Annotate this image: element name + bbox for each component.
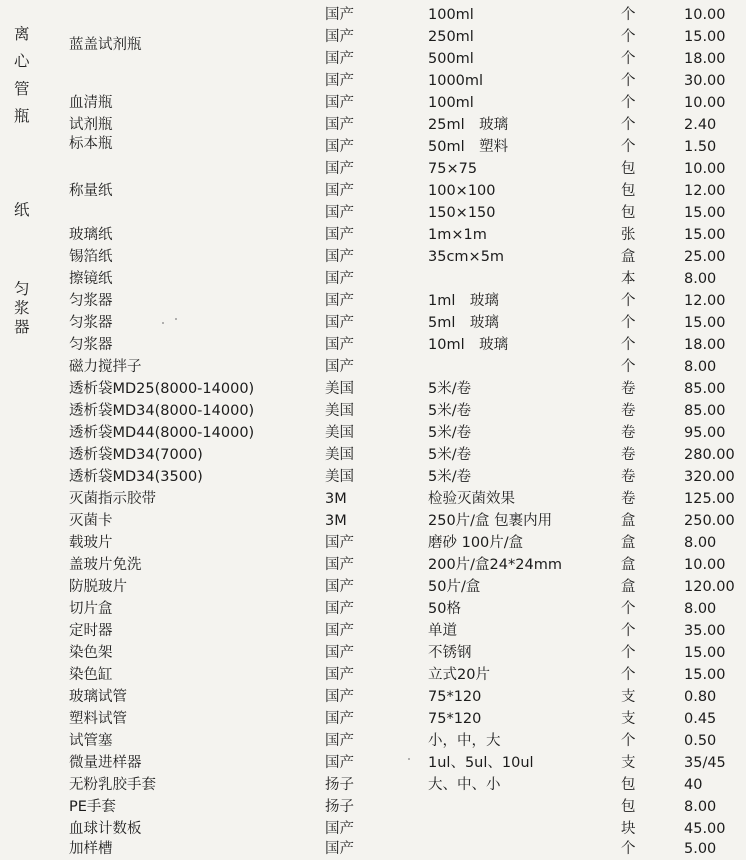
- item-price: 5.00: [684, 841, 717, 857]
- item-name: 血球计数板: [69, 821, 142, 837]
- item-spec: 5米/卷: [428, 469, 472, 485]
- item-origin: 国产: [325, 95, 354, 111]
- item-origin: 国产: [325, 821, 354, 837]
- item-unit: 支: [621, 711, 636, 727]
- item-name: 染色缸: [69, 667, 113, 683]
- table-row: [0, 488, 746, 510]
- item-price: 12.00: [684, 293, 726, 309]
- table-row: [0, 554, 746, 576]
- item-name: 塑料试管: [69, 711, 127, 727]
- item-origin: 国产: [325, 601, 354, 617]
- item-spec: 单道: [428, 623, 457, 639]
- item-spec: 100ml: [428, 95, 474, 111]
- scan-speck: [408, 758, 410, 760]
- item-spec: 50片/盒: [428, 579, 481, 595]
- table-row: [0, 774, 746, 796]
- item-price: 15.00: [684, 645, 726, 661]
- item-unit: 包: [621, 777, 636, 793]
- item-spec: 75*120: [428, 689, 482, 705]
- item-spec: 25ml 玻璃: [428, 117, 509, 133]
- item-origin: 美国: [325, 403, 354, 419]
- table-row: [0, 268, 746, 290]
- item-origin: 国产: [325, 293, 354, 309]
- item-name: 匀浆器: [69, 337, 113, 353]
- table-row: [0, 356, 746, 378]
- table-row: [0, 796, 746, 818]
- table-row: [0, 224, 746, 246]
- category-label-paper: 纸: [14, 201, 30, 219]
- item-spec: 不锈钢: [428, 645, 472, 661]
- table-row: [0, 818, 746, 840]
- item-name: 透析袋MD34(7000): [69, 447, 203, 463]
- item-price: 12.00: [684, 183, 726, 199]
- item-price: 0.80: [684, 689, 717, 705]
- item-price: 45.00: [684, 821, 726, 837]
- item-price: 25.00: [684, 249, 726, 265]
- category-label-homogenizer: 匀: [14, 280, 30, 298]
- item-name: 磁力搅拌子: [69, 359, 142, 375]
- item-spec: 35cm×5m: [428, 249, 505, 265]
- category-label-centrifuge: 瓶: [14, 107, 30, 125]
- item-name: PE手套: [69, 799, 116, 815]
- scan-speck: [162, 322, 164, 324]
- category-label-homogenizer: 浆: [14, 299, 30, 317]
- item-unit: 个: [621, 623, 636, 639]
- item-origin: 国产: [325, 359, 354, 375]
- item-unit: 个: [621, 315, 636, 331]
- item-price: 15.00: [684, 29, 726, 45]
- category-label-homogenizer: 器: [14, 318, 30, 336]
- item-unit: 个: [621, 733, 636, 749]
- item-price: 35.00: [684, 623, 726, 639]
- item-price: 2.40: [684, 117, 717, 133]
- item-name: 试剂瓶: [69, 117, 113, 133]
- item-unit: 张: [621, 227, 636, 243]
- table-row: [0, 620, 746, 642]
- item-spec: 100ml: [428, 7, 474, 23]
- item-origin: 扬子: [325, 777, 354, 793]
- item-unit: 个: [621, 667, 636, 683]
- item-unit: 卷: [621, 381, 636, 397]
- item-origin: 国产: [325, 271, 354, 287]
- item-name: 无粉乳胶手套: [69, 777, 156, 793]
- item-price: 320.00: [684, 469, 735, 485]
- item-name: 加样槽: [69, 841, 113, 857]
- item-name: 盖玻片免洗: [69, 557, 142, 573]
- table-row: [0, 378, 746, 400]
- item-spec: 磨砂 100片/盒: [428, 535, 524, 551]
- item-unit: 个: [621, 841, 636, 857]
- item-origin: 美国: [325, 425, 354, 441]
- item-name: 微量进样器: [69, 755, 142, 771]
- item-name: 锡箔纸: [69, 249, 113, 265]
- item-origin: 国产: [325, 139, 354, 155]
- item-unit: 卷: [621, 403, 636, 419]
- item-price: 15.00: [684, 667, 726, 683]
- category-label-centrifuge: 心: [14, 52, 30, 70]
- table-row: [0, 70, 746, 92]
- item-spec: 1ml 玻璃: [428, 293, 499, 309]
- item-name: 灭菌指示胶带: [69, 491, 156, 507]
- item-unit: 个: [621, 359, 636, 375]
- item-name: 玻璃纸: [69, 227, 113, 243]
- item-price: 8.00: [684, 799, 717, 815]
- table-row: [0, 400, 746, 422]
- item-price: 8.00: [684, 271, 717, 287]
- item-name: 透析袋MD25(8000-14000): [69, 381, 255, 397]
- item-spec: 5米/卷: [428, 447, 472, 463]
- item-name: 标本瓶: [69, 136, 113, 152]
- table-row: [0, 158, 746, 180]
- item-spec: 检验灭菌效果: [428, 491, 515, 507]
- item-unit: 盒: [621, 513, 636, 529]
- table-row: [0, 598, 746, 620]
- item-unit: 盒: [621, 249, 636, 265]
- item-spec: 500ml: [428, 51, 474, 67]
- item-origin: 国产: [325, 249, 354, 265]
- item-origin: 国产: [325, 645, 354, 661]
- item-unit: 个: [621, 293, 636, 309]
- item-unit: 卷: [621, 491, 636, 507]
- item-origin: 国产: [325, 51, 354, 67]
- item-spec: 5米/卷: [428, 381, 472, 397]
- table-row: [0, 466, 746, 488]
- table-row: [0, 686, 746, 708]
- item-unit: 卷: [621, 425, 636, 441]
- item-unit: 个: [621, 7, 636, 23]
- item-name: 蓝盖试剂瓶: [69, 37, 142, 53]
- table-row: [0, 136, 746, 158]
- item-spec: 5米/卷: [428, 403, 472, 419]
- item-price: 85.00: [684, 403, 726, 419]
- table-row: [0, 422, 746, 444]
- item-origin: 国产: [325, 227, 354, 243]
- table-row: [0, 730, 746, 752]
- item-price: 280.00: [684, 447, 735, 463]
- item-spec: 1000ml: [428, 73, 484, 89]
- item-spec: 5ml 玻璃: [428, 315, 499, 331]
- item-unit: 个: [621, 117, 636, 133]
- item-origin: 国产: [325, 337, 354, 353]
- item-price: 120.00: [684, 579, 735, 595]
- table-row: [0, 752, 746, 774]
- item-price: 10.00: [684, 7, 726, 23]
- item-unit: 个: [621, 139, 636, 155]
- item-price: 10.00: [684, 557, 726, 573]
- scan-speck: [175, 318, 177, 320]
- item-name: 染色架: [69, 645, 113, 661]
- table-row: [0, 202, 746, 224]
- item-origin: 国产: [325, 711, 354, 727]
- item-unit: 个: [621, 73, 636, 89]
- item-price: 30.00: [684, 73, 726, 89]
- item-name: 血清瓶: [69, 95, 113, 111]
- item-name: 称量纸: [69, 183, 113, 199]
- item-price: 0.50: [684, 733, 717, 749]
- item-origin: 美国: [325, 469, 354, 485]
- item-unit: 个: [621, 29, 636, 45]
- table-row: [0, 838, 746, 860]
- item-unit: 盒: [621, 557, 636, 573]
- item-unit: 包: [621, 183, 636, 199]
- item-price: 15.00: [684, 227, 726, 243]
- item-unit: 块: [621, 821, 636, 837]
- item-name: 防脱玻片: [69, 579, 127, 595]
- item-origin: 国产: [325, 733, 354, 749]
- item-origin: 国产: [325, 841, 354, 857]
- item-price: 8.00: [684, 535, 717, 551]
- item-origin: 国产: [325, 667, 354, 683]
- item-price: 0.45: [684, 711, 717, 727]
- item-price: 250.00: [684, 513, 735, 529]
- table-row: [0, 708, 746, 730]
- item-origin: 国产: [325, 29, 354, 45]
- table-row: [0, 246, 746, 268]
- item-spec: 250ml: [428, 29, 474, 45]
- item-name: 载玻片: [69, 535, 113, 551]
- item-name: 匀浆器: [69, 315, 113, 331]
- item-spec: 50格: [428, 601, 461, 617]
- item-origin: 美国: [325, 381, 354, 397]
- item-origin: 国产: [325, 73, 354, 89]
- item-name: 灭菌卡: [69, 513, 113, 529]
- item-name: 擦镜纸: [69, 271, 113, 287]
- table-row: [0, 180, 746, 202]
- item-unit: 个: [621, 95, 636, 111]
- table-row: [0, 92, 746, 114]
- table-row: [0, 48, 746, 70]
- item-spec: 200片/盒24*24mm: [428, 557, 562, 573]
- item-name: 透析袋MD34(3500): [69, 469, 203, 485]
- item-origin: 美国: [325, 447, 354, 463]
- item-price: 40: [684, 777, 703, 793]
- item-price: 15.00: [684, 205, 726, 221]
- item-origin: 国产: [325, 183, 354, 199]
- item-name: 切片盒: [69, 601, 113, 617]
- item-name: 试管塞: [69, 733, 113, 749]
- item-unit: 个: [621, 337, 636, 353]
- item-unit: 卷: [621, 447, 636, 463]
- item-unit: 盒: [621, 535, 636, 551]
- table-row: [0, 664, 746, 686]
- item-origin: 扬子: [325, 799, 354, 815]
- category-label-centrifuge: 管: [14, 80, 30, 98]
- item-unit: 包: [621, 205, 636, 221]
- table-row: [0, 26, 746, 53]
- item-origin: 国产: [325, 315, 354, 331]
- item-origin: 3M: [325, 513, 347, 529]
- item-name: 透析袋MD44(8000-14000): [69, 425, 255, 441]
- item-origin: 国产: [325, 557, 354, 573]
- item-price: 85.00: [684, 381, 726, 397]
- item-origin: 国产: [325, 117, 354, 133]
- item-unit: 个: [621, 601, 636, 617]
- item-origin: 国产: [325, 689, 354, 705]
- item-unit: 支: [621, 755, 636, 771]
- item-name: 玻璃试管: [69, 689, 127, 705]
- item-unit: 支: [621, 689, 636, 705]
- item-price: 95.00: [684, 425, 726, 441]
- item-price: 18.00: [684, 51, 726, 67]
- item-unit: 本: [621, 271, 636, 287]
- item-origin: 国产: [325, 579, 354, 595]
- table-row: [0, 532, 746, 554]
- item-spec: 1ul、5ul、10ul: [428, 755, 534, 771]
- item-price: 1.50: [684, 139, 717, 155]
- table-row: [0, 4, 746, 26]
- table-row: [0, 510, 746, 532]
- item-origin: 国产: [325, 535, 354, 551]
- table-row: [0, 290, 746, 312]
- item-spec: 立式20片: [428, 667, 490, 683]
- item-price: 15.00: [684, 315, 726, 331]
- item-spec: 10ml 玻璃: [428, 337, 509, 353]
- item-unit: 个: [621, 51, 636, 67]
- item-origin: 国产: [325, 623, 354, 639]
- item-unit: 包: [621, 161, 636, 177]
- item-price: 35/45: [684, 755, 726, 771]
- category-label-centrifuge: 离: [14, 25, 30, 43]
- item-unit: 个: [621, 645, 636, 661]
- item-name: 定时器: [69, 623, 113, 639]
- item-origin: 国产: [325, 205, 354, 221]
- item-origin: 国产: [325, 755, 354, 771]
- table-row: [0, 312, 746, 334]
- item-spec: 75×75: [428, 161, 478, 177]
- item-spec: 1m×1m: [428, 227, 487, 243]
- item-spec: 150×150: [428, 205, 496, 221]
- table-row: [0, 642, 746, 664]
- item-price: 10.00: [684, 161, 726, 177]
- table-row: [0, 334, 746, 356]
- item-spec: 75*120: [428, 711, 482, 727]
- item-unit: 包: [621, 799, 636, 815]
- item-price: 18.00: [684, 337, 726, 353]
- item-spec: 小，中，大: [428, 733, 501, 749]
- item-name: 匀浆器: [69, 293, 113, 309]
- item-origin: 国产: [325, 7, 354, 23]
- item-spec: 50ml 塑料: [428, 139, 509, 155]
- item-price: 125.00: [684, 491, 735, 507]
- item-origin: 3M: [325, 491, 347, 507]
- item-name: 透析袋MD34(8000-14000): [69, 403, 255, 419]
- item-price: 8.00: [684, 359, 717, 375]
- table-row: [0, 444, 746, 466]
- item-spec: 250片/盒 包裹内用: [428, 513, 553, 529]
- item-spec: 大、中、小: [428, 777, 501, 793]
- item-spec: 5米/卷: [428, 425, 472, 441]
- item-price: 10.00: [684, 95, 726, 111]
- item-origin: 国产: [325, 161, 354, 177]
- item-price: 8.00: [684, 601, 717, 617]
- item-unit: 盒: [621, 579, 636, 595]
- item-unit: 卷: [621, 469, 636, 485]
- item-spec: 100×100: [428, 183, 496, 199]
- table-row: [0, 576, 746, 598]
